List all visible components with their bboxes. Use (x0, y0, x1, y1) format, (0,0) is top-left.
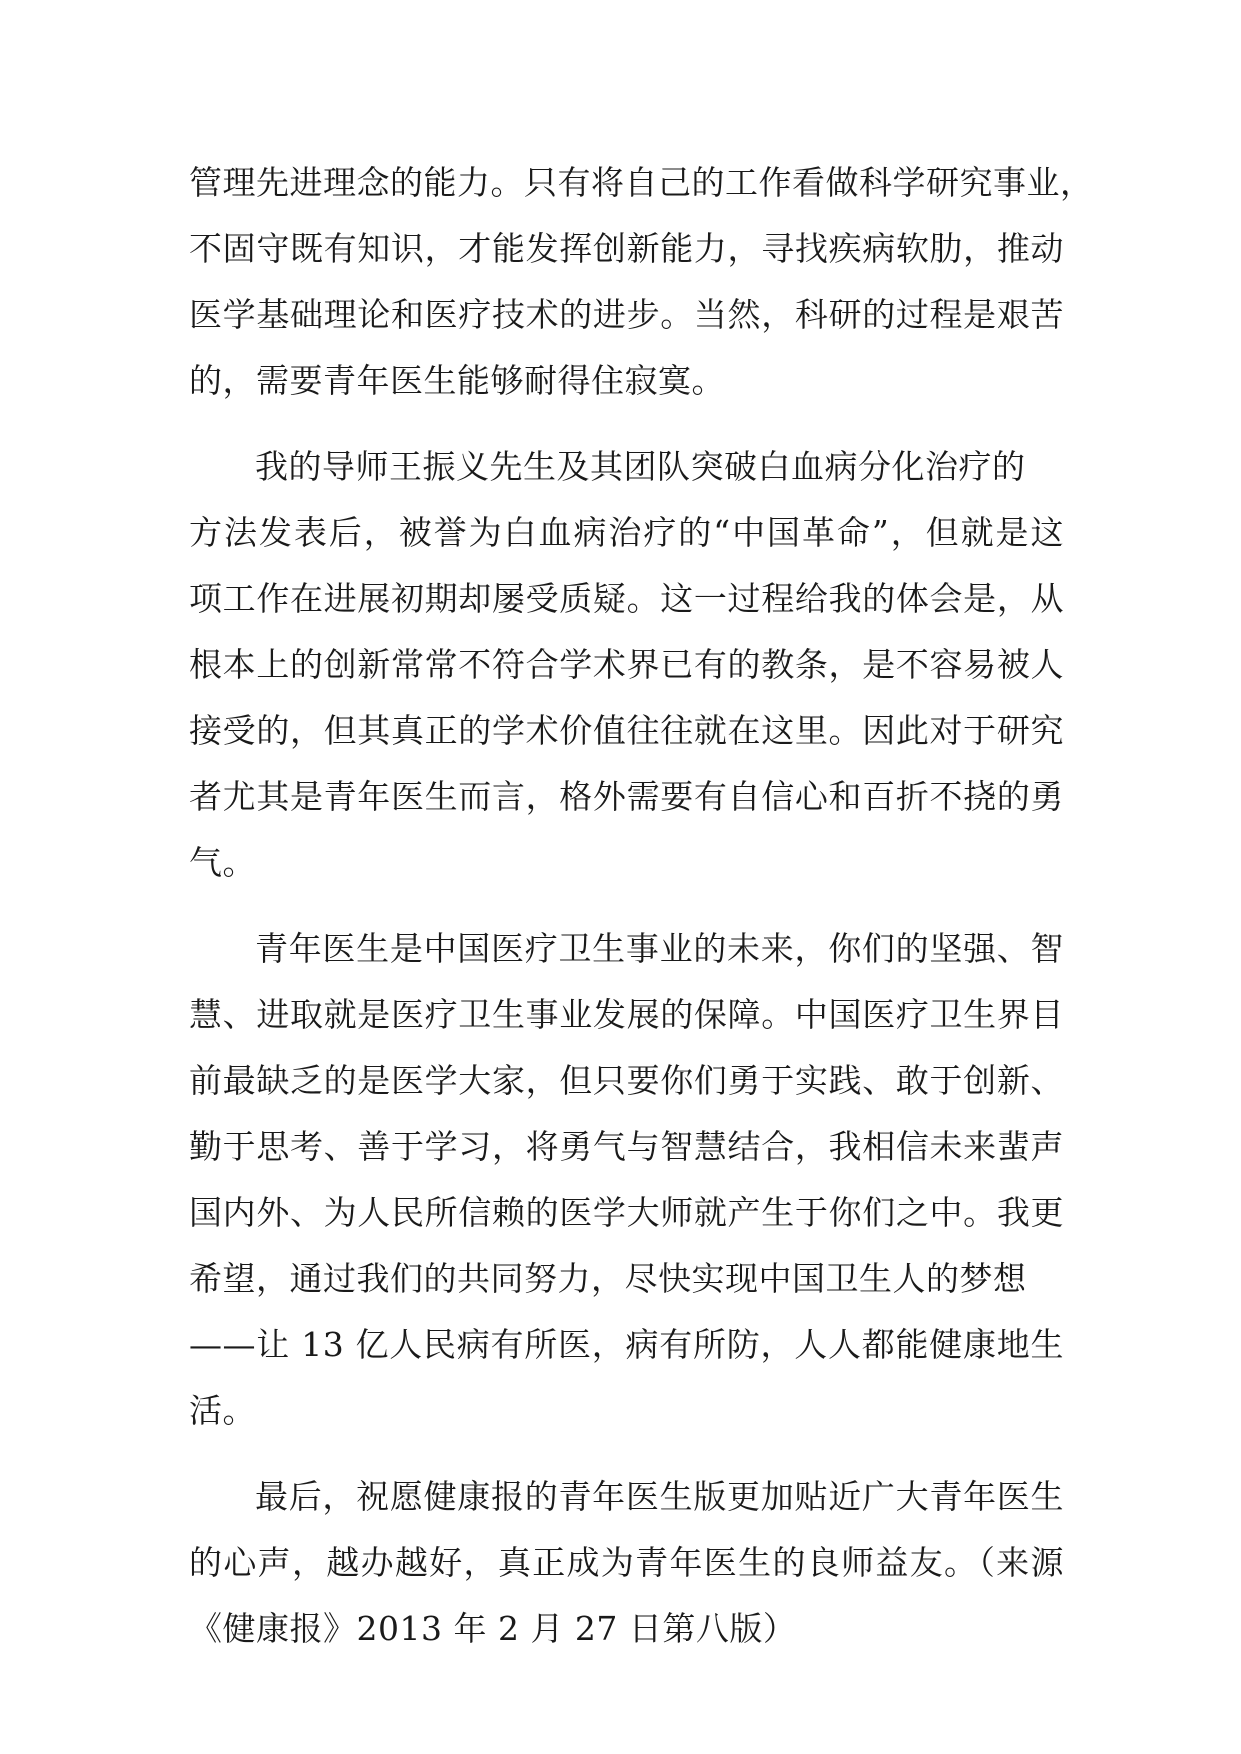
text-line: 方法发表后，被誉为白血病治疗的“中国革命”，但就是这 (189, 513, 1064, 552)
paragraph-4 (189, 1464, 1064, 1662)
paragraph-spacer (189, 1444, 1064, 1464)
text-line: 最后，祝愿健康报的青年医生版更加贴近广大青年医生 (255, 1477, 1064, 1516)
text-line: 国内外、为人民所信赖的医学大师就产生于你们之中。我更 (189, 1193, 1064, 1232)
text-line: ——让 13 亿人民病有所医，病有所防，人人都能健康地生 (189, 1325, 1064, 1364)
text-line: 活。 (189, 1391, 256, 1430)
text-line: 的，需要青年医生能够耐得住寂寞。 (189, 361, 725, 400)
article-body (189, 150, 1094, 1662)
paragraph-3 (189, 916, 1064, 1444)
text-line: 者尤其是青年医生而言，格外需要有自信心和百折不挠的勇 (189, 777, 1064, 816)
text-line: 医学基础理论和医疗技术的进步。当然，科研的过程是艰苦 (189, 295, 1064, 334)
text-line: 前最缺乏的是医学大家，但只要你们勇于实践、敢于创新、 (189, 1061, 1064, 1100)
text-line: 接受的，但其真正的学术价值往往就在这里。因此对于研究 (189, 711, 1064, 750)
paragraph-spacer (189, 414, 1064, 434)
text-line: 管理先进理念的能力。只有将自己的工作看做科学研究事业， (189, 163, 1094, 202)
text-line: 项工作在进展初期却屡受质疑。这一过程给我的体会是，从 (189, 579, 1064, 618)
text-line: 根本上的创新常常不符合学术界已有的教条，是不容易被人 (189, 645, 1064, 684)
text-line: 希望，通过我们的共同努力，尽快实现中国卫生人的梦想 (189, 1259, 1027, 1298)
text-line: 的心声，越办越好，真正成为青年医生的良师益友。（来源 (189, 1543, 1064, 1582)
text-line: 不固守既有知识，才能发挥创新能力，寻找疾病软肋，推动 (189, 229, 1064, 268)
paragraph-1 (189, 150, 1094, 414)
text-line: 慧、进取就是医疗卫生事业发展的保障。中国医疗卫生界目 (189, 995, 1064, 1034)
source-citation: 《健康报》2013 年 2 月 27 日第八版） (189, 1609, 797, 1648)
text-line: 勤于思考、善于学习，将勇气与智慧结合，我相信未来蜚声 (189, 1127, 1064, 1166)
paragraph-spacer (189, 896, 1064, 916)
text-line: 气。 (189, 843, 256, 882)
text-line: 青年医生是中国医疗卫生事业的未来，你们的坚强、智 (255, 929, 1064, 968)
text-line: 我的导师王振义先生及其团队突破白血病分化治疗的 (255, 447, 1026, 486)
paragraph-2 (189, 434, 1064, 896)
